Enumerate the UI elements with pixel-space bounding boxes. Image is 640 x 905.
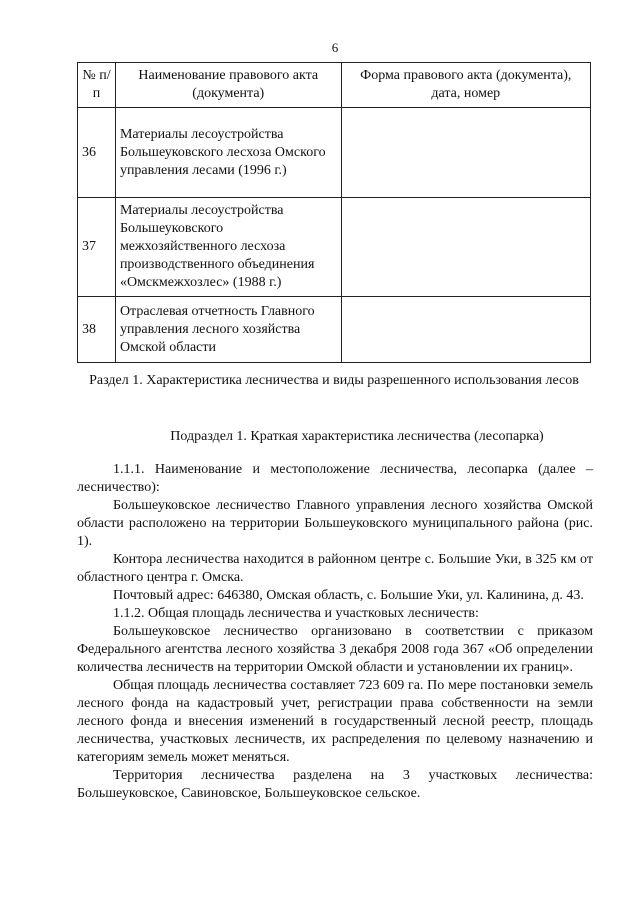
header-number: № п/п [78,63,116,108]
paragraph: Территория лесничества разделена на 3 участковых лесничества: Большеуковское, Савиновское, Большеуковское сельское. [77,768,593,801]
table-row [78,297,591,363]
paragraph: Большеуковское лесничество Главного управления лесного хозяйства Омской области расположено на территории Большеуковского муниципального района (рис. 1). [77,498,593,549]
body-text [77,461,593,803]
row-act-form [341,198,590,297]
paragraph: Почтовый адрес: 646380, Омская область, с. Большие Уки, ул. Калинина, д. 43. [113,588,584,603]
row-number: 37 [78,198,116,297]
table-row [78,108,591,198]
section-title: Раздел 1. Характеристика лесничества и виды разрешенного использования лесов [89,373,579,388]
header-act-form: Форма правового акта (документа), дата, номер [341,63,590,108]
row-act-name: Отраслевая отчетность Главного управления лесного хозяйства Омской области [115,297,341,363]
header-act-name: Наименование правового акта (документа) [115,63,341,108]
paragraph: Контора лесничества находится в районном центре с. Большие Уки, в 325 км от областного центра г. Омска. [77,552,593,585]
paragraph: Большеуковское лесничество организовано в соответствии с приказом Федерального агентства лесного хозяйства 3 декабря 2008 года 367 «Об определении количества лесничеств на территории Омской области и установлении их границ». [77,624,593,675]
table-header-row [78,63,591,108]
row-act-form [341,108,590,198]
row-number: 38 [78,297,116,363]
paragraph: 1.1.1. Наименование и местоположение лесничества, лесопарка (далее – лесничество): [77,462,593,495]
paragraph: Общая площадь лесничества составляет 723 609 га. По мере постановки земель лесного фонда на кадастровый учет, регистрации права собственности на земли лесного фонда и внесения изменений в государственный лесной реестр, площадь лесничества, участковых лесничеств, их распределения по целевому назначению и категориям земель может меняться. [77,678,593,765]
paragraph: 1.1.2. Общая площадь лесничества и участковых лесничеств: [113,606,479,621]
subsection-title: Подраздел 1. Краткая характеристика лесничества (лесопарка) [170,429,544,444]
row-act-form [341,297,590,363]
page-number: 6 [331,40,339,55]
table-row [78,198,591,297]
row-act-name: Материалы лесоустройства Большеуковского лесхоза Омского управления лесами (1996 г.) [115,108,341,198]
legal-acts-table [77,62,591,363]
row-number: 36 [78,108,116,198]
row-act-name: Материалы лесоустройства Большеуковского межхозяйственного лесхоза производственного объединения «Омскмежхозлес» (1988 г.) [115,198,341,297]
